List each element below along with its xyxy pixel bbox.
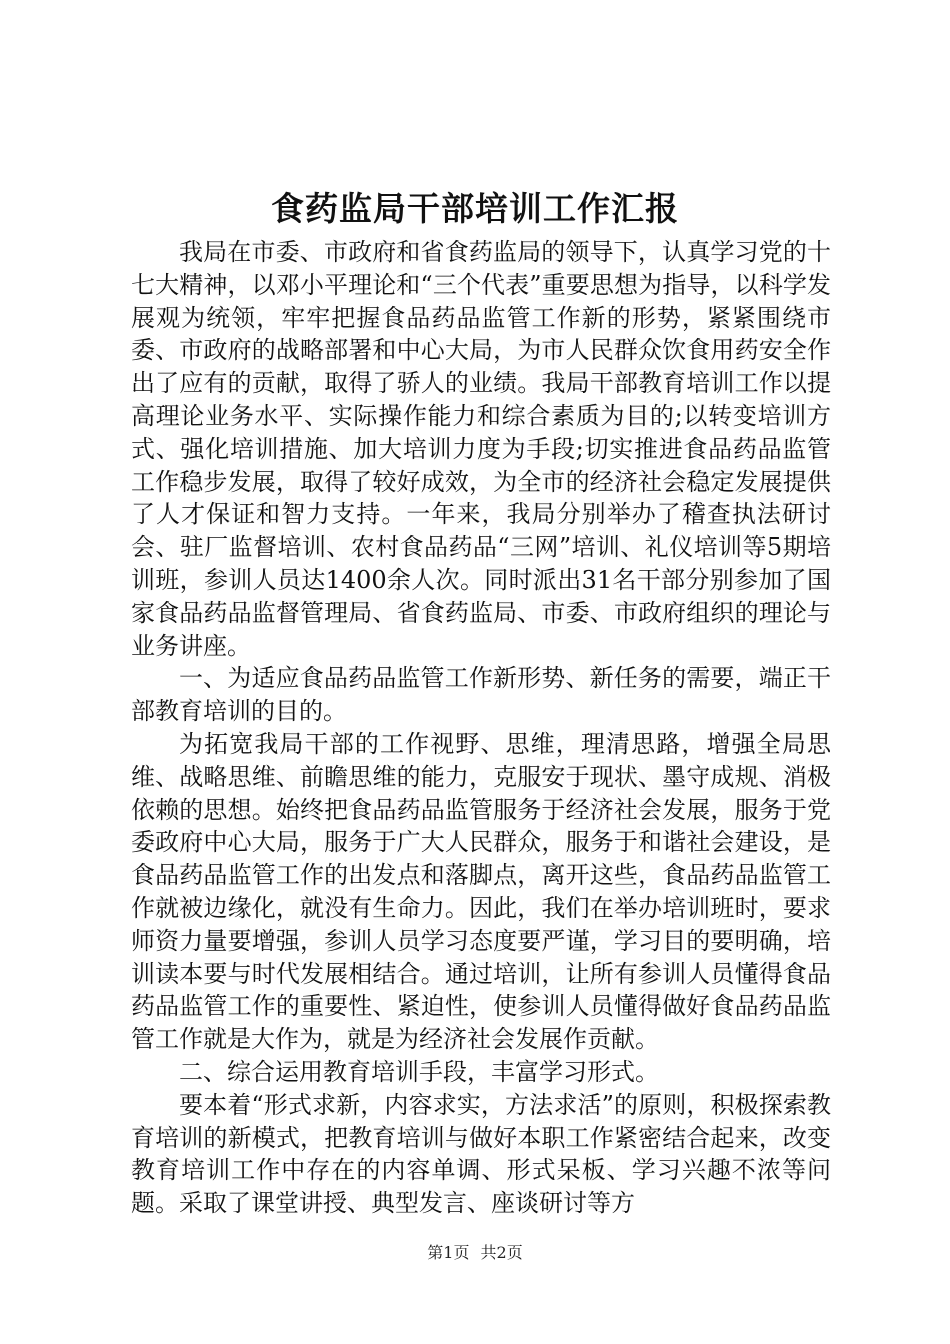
document-body (131, 236, 831, 1220)
page-total: 共2页 (480, 1243, 523, 1262)
page-number: 第1页 (427, 1243, 470, 1262)
document-title: 食药监局干部培训工作汇报 (271, 189, 679, 228)
paragraph-section-1: 为拓宽我局干部的工作视野、思维，理清思路，增强全局思维、战略思维、前瞻思维的能力，克服安于现状、墨守成规、消极依赖的思想。始终把食品药品监管服务于经济社会发展，服务于党委政府中心大局，服务于广大人民群众，服务于和谐社会建设，是食品药品监管工作的出发点和落脚点，离开这些，食品药品监管工作就被边缘化，就没有生命力。因此，我们在举办培训班时，要求师资力量要增强，参训人员学习态度要严谨，学习目的要明确，培训读本要与时代发展相结合。通过培训，让所有参训人员懂得食品药品监管工作的重要性、紧迫性，使参训人员懂得做好食品药品监管工作就是大作为，就是为经济社会发展作贡献。 (131, 729, 831, 1054)
section-heading-1: 一、为适应食品药品监管工作新形势、新任务的需要，端正干部教育培训的目的。 (131, 664, 831, 726)
paragraph-section-2: 要本着“形式求新，内容求实，方法求活”的原则，积极探索教育培训的新模式，把教育培训与做好本职工作紧密结合起来，改变教育培训工作中存在的内容单调、形式呆板、学习兴趣不浓等问题。采取了课堂讲授、典型发言、座谈研讨等方 (131, 1090, 831, 1218)
page-footer (0, 1243, 950, 1263)
section-heading-2: 二、综合运用教育培训手段，丰富学习形式。 (179, 1057, 659, 1086)
paragraph-intro: 我局在市委、市政府和省食药监局的领导下，认真学习党的十七大精神，以邓小平理论和“三个代表”重要思想为指导，以科学发展观为统领，牢牢把握食品药品监管工作新的形势，紧紧围绕市委、市政府的战略部署和中心大局，为市人民群众饮食用药安全作出了应有的贡献，取得了骄人的业绩。我局干部教育培训工作以提高理论业务水平、实际操作能力和综合素质为目的;以转变培训方式、强化培训措施、加大培训力度为手段;切实推进食品药品监管工作稳步发展，取得了较好成效，为全市的经济社会稳定发展提供了人才保证和智力支持。一年来，我局分别举办了稽查执法研讨会、驻厂监督培训、农村食品药品“三网”培训、礼仪培训等5期培训班，参训人员达1400余人次。同时派出31名干部分别参加了国家食品药品监督管理局、省食药监局、市委、市政府组织的理论与业务讲座。 (131, 238, 831, 660)
